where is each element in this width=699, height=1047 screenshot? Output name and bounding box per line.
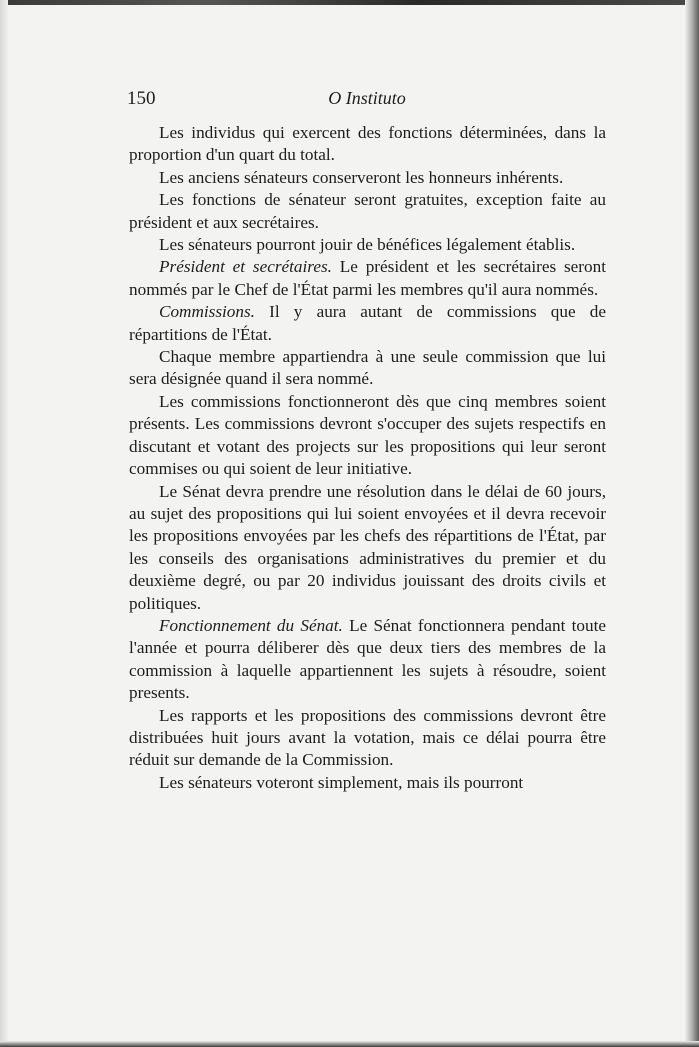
paragraph: Le Sénat devra prendre une résolution dans le délai de 60 jours, au sujet des propositions qui lui soient envoyées et il devra recevoir les propositions envoyées par les chefs des répartitions de l'État, par les conseils des organisations administratives du premier et du deuxième degré, ou par 20 individus jouissant des droits civils et politiques. bbox=[129, 481, 606, 613]
page-left-gutter bbox=[0, 0, 8, 1047]
paragraph: Les fonctions de sénateur seront gratuites, exception faite au président et aux secrétaires. bbox=[129, 190, 606, 232]
paragraph: Les rapports et les propositions des commissions devront être distribuées huit jours avant la votation, mais ce délai pourra être réduit sur demande de la Commission. bbox=[129, 705, 606, 770]
paragraph: Les sénateurs voteront simplement, mais ils pourront bbox=[159, 772, 524, 792]
body-text bbox=[129, 122, 606, 794]
paragraph: Les anciens sénateurs conserveront les honneurs inhérents. bbox=[159, 167, 564, 187]
paragraph: Les sénateurs pourront jouir de bénéfices légalement établis. bbox=[159, 235, 576, 255]
page-bottom-edge bbox=[0, 1041, 699, 1047]
running-title: O Instituto bbox=[328, 88, 406, 108]
paragraph: Commissions. Il y aura autant de commissions que de répartitions de l'État. bbox=[129, 302, 606, 344]
paragraph: Président et secrétaires. Le président et les secrétaires seront nommés par le Chef de l'État parmi les membres qu'il aura nommés. bbox=[129, 257, 606, 299]
page-right-edge bbox=[685, 0, 699, 1047]
page-top-edge bbox=[0, 0, 699, 5]
page-number: 150 bbox=[127, 88, 156, 109]
page-header bbox=[127, 88, 607, 114]
paragraph: Fonctionnement du Sénat. Le Sénat fonctionnera pendant toute l'année et pourra déliberer dès que deux tiers des membres de la commission à laquelle appartiennent les sujets à résoudre, soient presents. bbox=[129, 615, 606, 703]
paragraph: Les individus qui exercent des fonctions déterminées, dans la proportion d'un quart du total. bbox=[129, 123, 606, 165]
paragraph: Les commissions fonctionneront dès que cinq membres soient présents. Les commissions devront s'occuper des sujets respectifs en discutant et votant des projects sur les propositions qui leur seront commises ou qui soient de leur initiative. bbox=[129, 391, 606, 479]
section-heading: Fonctionnement du Sénat. bbox=[159, 615, 343, 635]
section-heading: Commissions. bbox=[159, 302, 255, 322]
paragraph: Chaque membre appartiendra à une seule commission que lui sera désignée quand il sera nommé. bbox=[129, 347, 606, 389]
section-heading: Président et secrétaires. bbox=[159, 257, 332, 277]
